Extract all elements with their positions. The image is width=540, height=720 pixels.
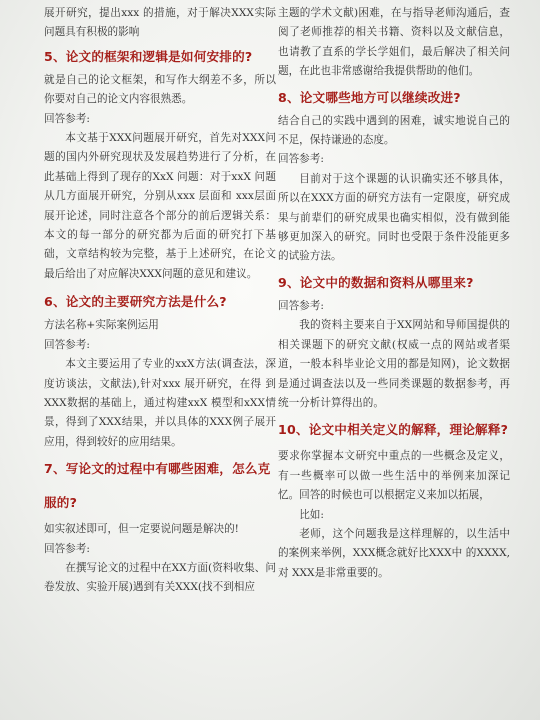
q8-answer-label: 回答参考: bbox=[278, 153, 324, 166]
q7-answer-label: 回答参考: bbox=[44, 542, 90, 555]
q10-answer: 老师，这个问题我是这样理解的，以生活中的案例来举例，XXX概念就好比XXX中 的XXXX, 对 XXX是非常重要的。 bbox=[278, 527, 510, 579]
q9-answer: 我的资料主要来自于XX网站和导师国提供的相关课题下的研究文献(权威一点的网站或者渠道，一般本科毕业论文用的都是知网)，论文数据是通过调查法以及一些同类课题的数据参考，再统一分析计算得出的。 bbox=[278, 319, 510, 409]
q5-answer: 本文基于XXX问题展开研究，首先对XXX问题的国内外研究现状及发展趋势进行了分析，在此基础上得到了现存的XxX 问题：对于xxX 问题从几方面展开研究，分别从xxx 层面和 xxx层面展开论述，同时注意各个部分的前后逻辑关系：本文的每一部分的研究都为后面的研究打下基础，文章结构较为完整，基于上述研究，在论文最后给出了对应解决XXX问题的意见和建议。 bbox=[44, 132, 276, 280]
right-intro-text: 主题的学术文献)困难，在与指导老师沟通后，查阅了老师推荐的相关书籍、资料以及文献信息，也请教了直系的学长学姐们，最后解决了相关问题，在此也非常感谢给我提供帮助的他们。 bbox=[278, 7, 510, 78]
q5-note: 就是自己的论文框架，和写作大纲差不多，所以你要对自己的论文内容很熟悉。 bbox=[44, 73, 276, 106]
left-column bbox=[44, 4, 276, 598]
heading-q8: 8、论文哪些地方可以继续改进? bbox=[278, 89, 461, 105]
q10-note: 要求你掌握本文研究中重点的一些概念及定义，有一些概率可以做一些生活中的举例来加深记忆。回答的时候也可以根据定义来加以拓展， bbox=[278, 450, 510, 502]
heading-q7: 7、写论文的过程中有哪些困难，怎么克服的? bbox=[44, 461, 271, 511]
right-column bbox=[278, 4, 510, 583]
q7-note: 如实叙述即可，但一定要说问题是解决的! bbox=[44, 523, 239, 536]
q6-note: 方法名称+实际案例运用 bbox=[44, 319, 159, 332]
q7-answer: 在撰写论文的过程中在XX方面(资料收集、问卷发放、实验开展)遇到有关XXX(找不到相应 bbox=[44, 561, 276, 594]
heading-q10: 10、论文中相关定义的解释，理论解释? bbox=[278, 422, 509, 438]
q6-answer-label: 回答参考: bbox=[44, 338, 90, 351]
heading-q9: 9、论文中的数据和资料从哪里来? bbox=[278, 274, 474, 290]
heading-q5: 5、论文的框架和逻辑是如何安排的? bbox=[44, 48, 253, 64]
left-intro-text: 展开研究，提出xxx 的措施，对于解决XXX实际问题具有积极的影响 bbox=[44, 7, 276, 39]
q8-answer: 目前对于这个课题的认识确实还不够具体，所以在XXX方面的研究方法有一定限度，研究成果与前辈们的研究成果也确实相似，没有做到能够更加深入的研究。同时也受限于条件没能更多的试验方法。 bbox=[278, 172, 510, 263]
q10-answer-label: 比如: bbox=[299, 508, 324, 521]
q8-note: 结合自己的实践中遇到的困难，诚实地说自己的不足，保持谦逊的态度。 bbox=[278, 114, 510, 147]
q5-answer-label: 回答参考: bbox=[44, 112, 90, 125]
q9-answer-label: 回答参考: bbox=[278, 299, 324, 312]
q6-answer: 本文主要运用了专业的xxX方法(调查法，深度访谈法，文献法),针对xxx 展开研究，在得 到XXX数据的基础上，通过构建xxX 模型和xXX情景，得到了XXX结果，并以具体的XXX例子展开应用，得到较好的应用结果。 bbox=[44, 358, 276, 448]
heading-q6: 6、论文的主要研究方法是什么? bbox=[44, 294, 227, 310]
